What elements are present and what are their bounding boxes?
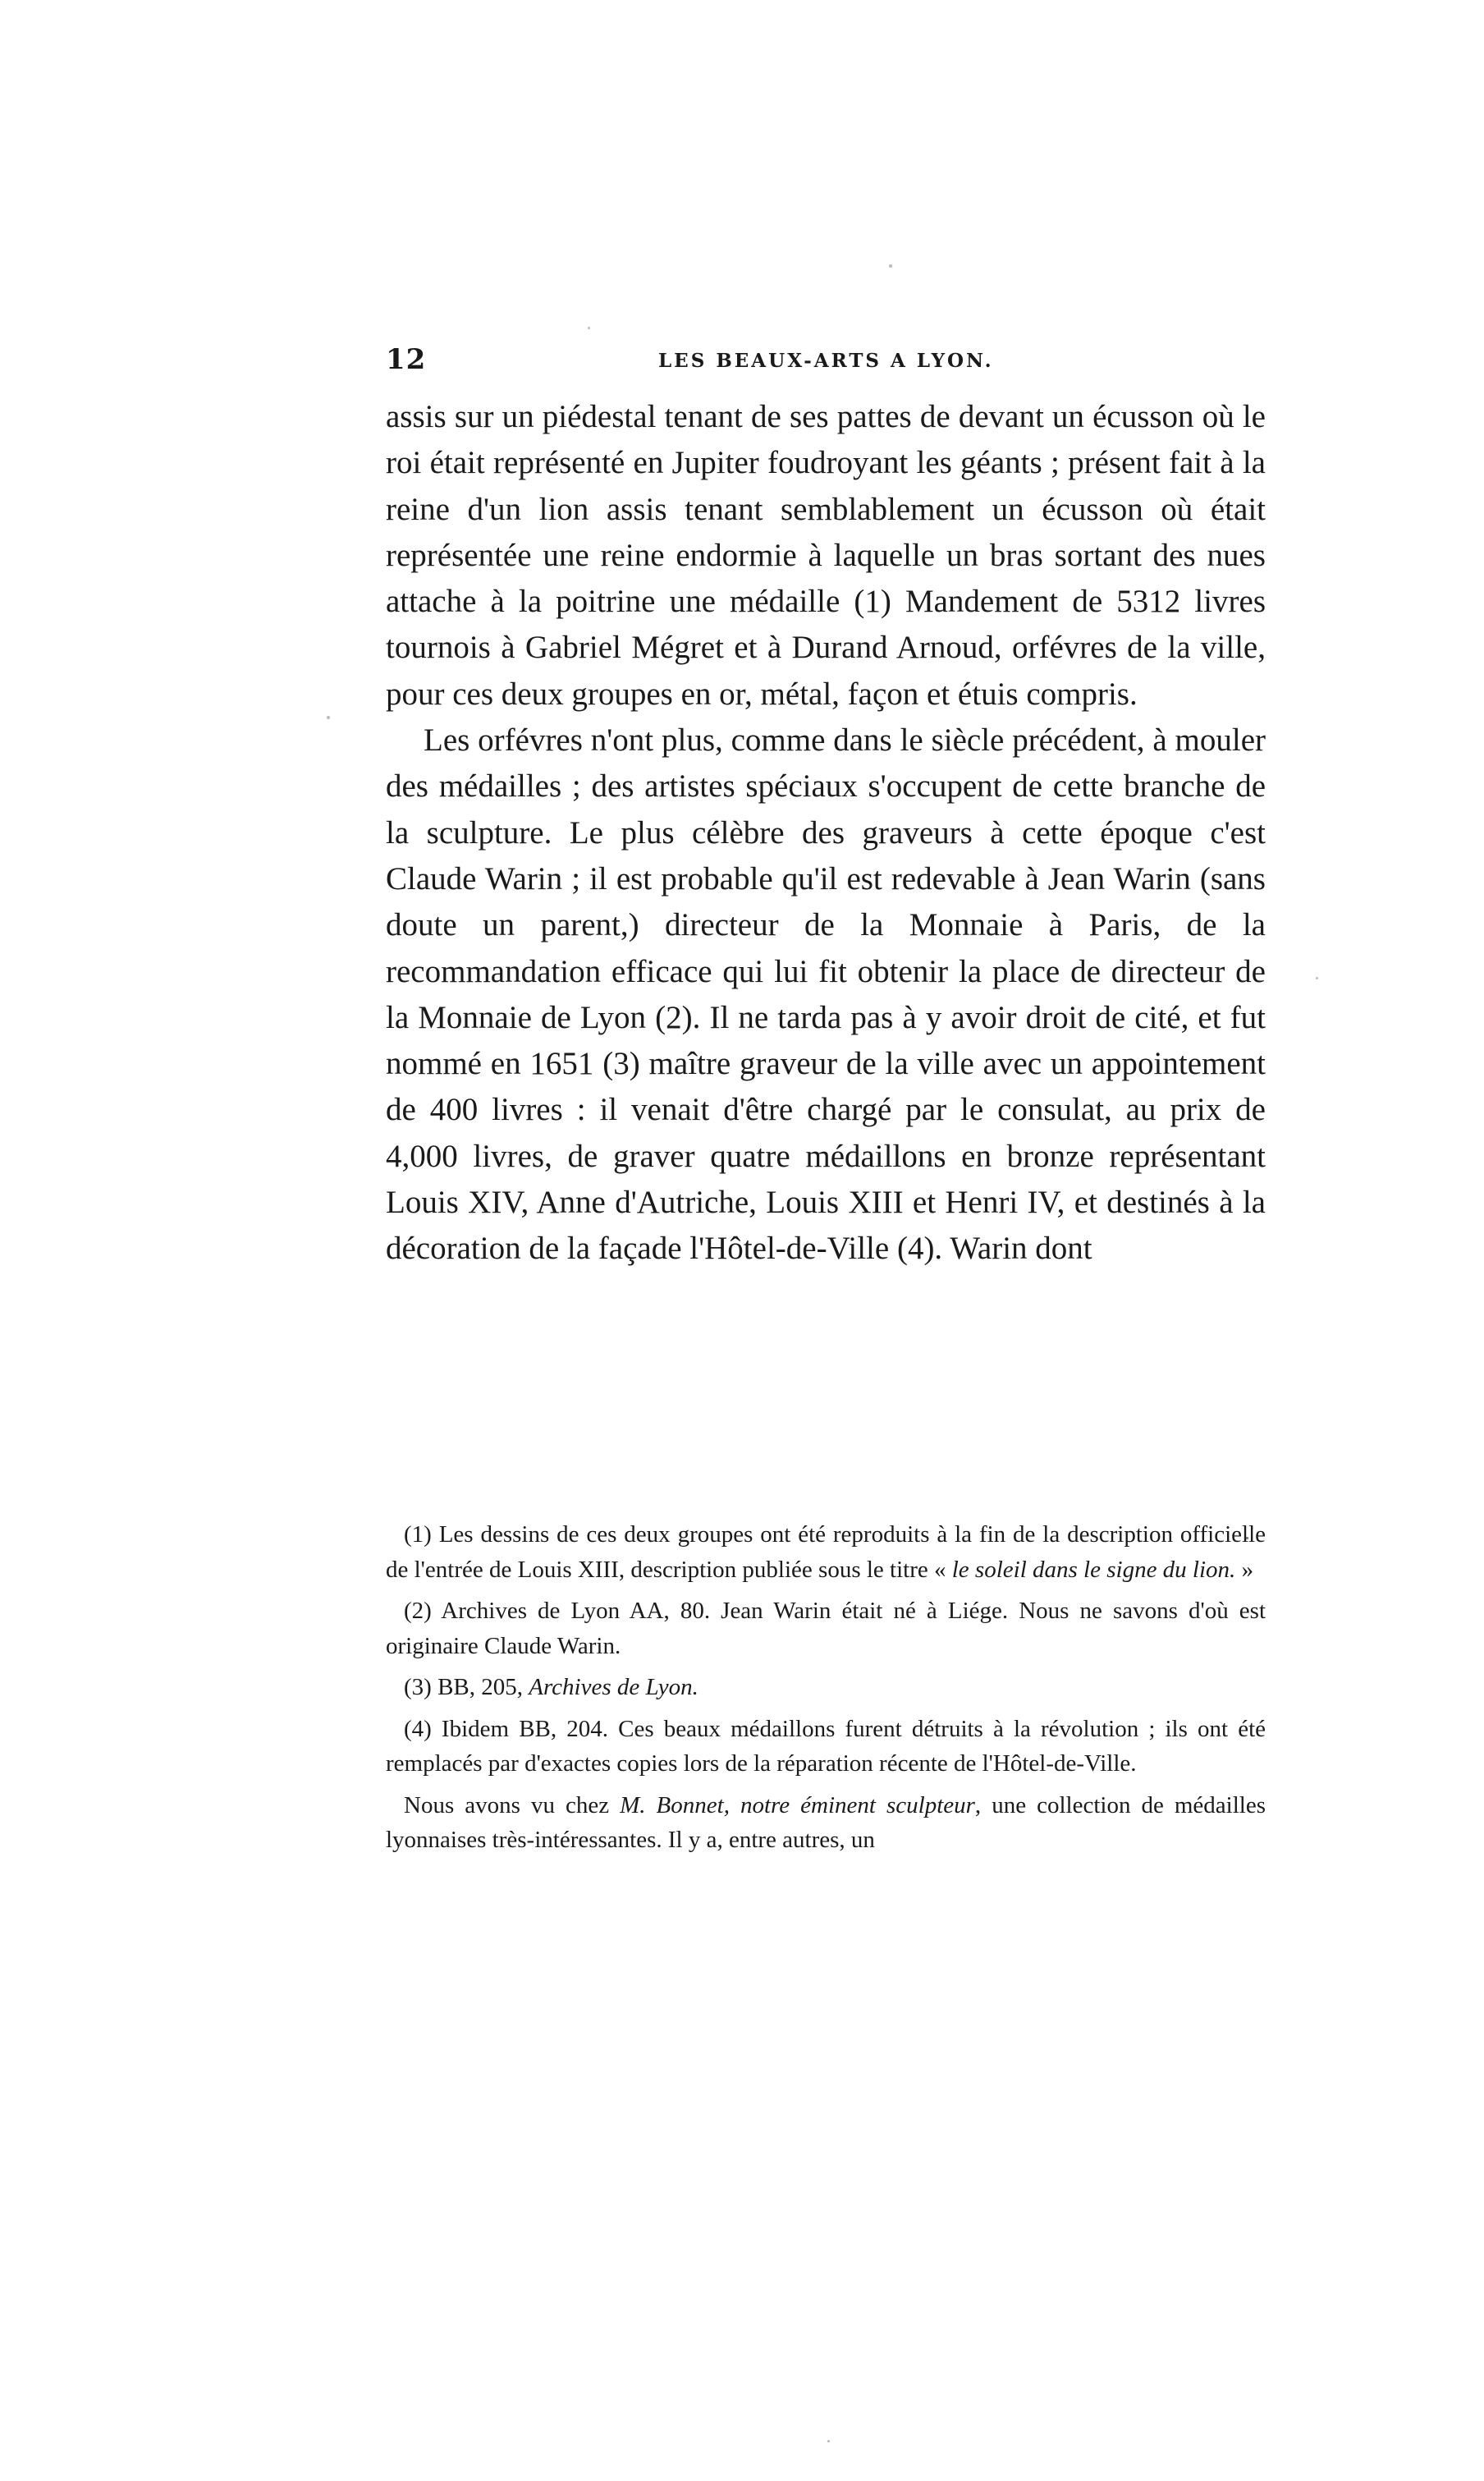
page-header	[386, 343, 1266, 384]
footnote-3	[386, 1670, 1266, 1705]
main-text	[386, 394, 1266, 1273]
footnote-1-close: »	[1235, 1556, 1254, 1583]
note-text-end: , une collection de médailles lyonnaises très-intéressantes. Il y a, entre autres, un	[386, 1791, 1266, 1853]
footnote-2: (2) Archives de Lyon AA, 80. Jean Warin était né à Liége. Nous ne savons d'où est originaire Claude Warin.	[386, 1598, 1266, 1659]
paper-speck	[588, 327, 590, 329]
footnote-1	[386, 1517, 1266, 1587]
paragraph-continuation: assis sur un piédestal tenant de ses pattes de devant un écusson où le roi était représenté en Jupiter foudroyant les géants ; présent fait à la reine d'un lion assis tenant semblablement un écusson où était représentée une reine endormie à laquelle un bras sortant des nues attache à la poitrine une médaille (1) Mandement de 5312 livres tournois à Gabriel Mégret et à Durand Arnoud, orfévres de la ville, pour ces deux groupes en or, métal, façon et étuis compris.	[386, 399, 1266, 712]
paper-speck	[827, 2440, 830, 2442]
page-number: 12	[386, 343, 427, 376]
footnote-3-text: (3) BB, 205,	[404, 1674, 529, 1700]
paper-speck	[889, 264, 892, 268]
footnote-4: (4) Ibidem BB, 204. Ces beaux médaillons furent détruits à la révolution ; ils ont été remplacés par d'exactes copies lors de la réparation récente de l'Hôtel-de-Ville.	[386, 1715, 1266, 1777]
paper-speck	[1316, 977, 1318, 979]
running-title: LES BEAUX-ARTS A LYON.	[658, 350, 994, 372]
paragraph: Les orfévres n'ont plus, comme dans le siècle précédent, à mouler des médailles ; des artistes spéciaux s'occupent de cette branche de la sculpture. Le plus célèbre des graveurs à cette époque c'est Claude Warin ; il est probable qu'il est redevable à Jean Warin (sans doute un parent,) directeur de la Monnaie à Paris, de la recommandation efficace qui lui fit obtenir la place de directeur de la Monnaie de Lyon (2). Il ne tarda pas à y avoir droit de cité, et fut nommé en 1651 (3) maître graveur de la ville avec un appointement de 400 livres : il venait d'être chargé par le consulat, au prix de 4,000 livres, de graver quatre médaillons en bronze représentant Louis XIV, Anne d'Autriche, Louis XIII et Henri IV, et destinés à la décoration de la façade l'Hôtel-de-Ville (4). Warin dont	[386, 722, 1266, 1267]
footnote-note	[386, 1788, 1266, 1858]
note-person: M. Bonnet, notre éminent sculpteur	[620, 1791, 975, 1818]
note-text: Nous avons vu chez	[404, 1791, 621, 1818]
footnote-1-title: le soleil dans le signe du lion.	[951, 1556, 1236, 1583]
footnote-1-text: (1) Les dessins de ces deux groupes ont été reproduits à la fin de la description officielle de l'entrée de Louis XIII, description publiée sous le titre «	[386, 1521, 1266, 1583]
paper-speck	[327, 716, 330, 719]
footnote-3-source: Archives de Lyon.	[529, 1674, 698, 1700]
footnotes	[386, 1517, 1266, 1864]
